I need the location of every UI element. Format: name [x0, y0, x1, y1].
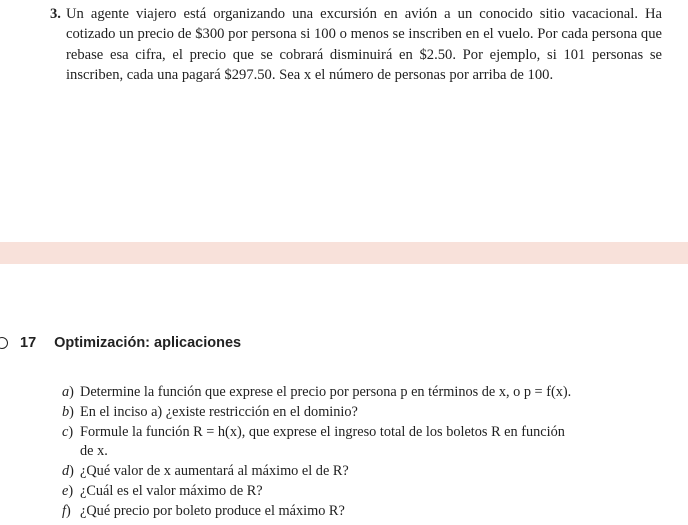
- problem-statement: [50, 4, 662, 86]
- question-letter: f: [62, 502, 66, 519]
- circle-marker-icon: [0, 337, 8, 349]
- question-text: Determine la función que exprese el precio por persona p en términos de x, o p = f(x).: [80, 384, 572, 400]
- problem-text: Un agente viajero está organizando una excursión en avión a un conocido sitio vacacional. Ha cotizado un precio de $300 por persona si 100 o menos se inscriben en el vuelo. Por cada persona que rebase esa cifra, el precio que se cobrará disminuirá en $2.50. Por ejemplo, si 101 personas se inscriben, cada una pagará $297.50. Sea x el número de personas por arriba de 100.: [66, 6, 662, 84]
- question-a: a) Determine la función que exprese el precio por persona p en términos de x, o p = f(x).: [62, 384, 572, 400]
- problem-number: 3.: [50, 6, 61, 22]
- question-letter: d: [62, 463, 70, 480]
- question-b: b) En el inciso a) ¿existe restricción en el dominio?: [62, 403, 358, 420]
- page-top: [0, 0, 688, 242]
- question-text: ¿Qué precio por boleto produce el máximo R?: [80, 502, 345, 519]
- question-list: [62, 383, 622, 522]
- question-letter: e: [62, 482, 69, 499]
- question-text: Formule la función R = h(x), que exprese el ingreso total de los boletos R en función: [80, 423, 565, 440]
- question-c: c) Formule la función R = h(x), que exprese el ingreso total de los boletos R en función de x.: [62, 423, 622, 463]
- question-f: f) ¿Qué precio por boleto produce el máximo R?: [62, 502, 345, 519]
- question-e: e) ¿Cuál es el valor máximo de R?: [62, 482, 263, 499]
- question-d: d) ¿Qué valor de x aumentará al máximo el de R?: [62, 463, 349, 480]
- page-divider-band: [0, 242, 688, 264]
- section-title: Optimización: aplicaciones: [54, 335, 242, 351]
- question-letter: b: [62, 403, 70, 420]
- section-number: 17: [20, 335, 37, 351]
- question-text: En el inciso a) ¿existe restricción en el dominio?: [80, 403, 358, 420]
- question-letter: a: [62, 384, 70, 400]
- question-text: ¿Qué valor de x aumentará al máximo el de R?: [80, 463, 349, 480]
- question-letter: c: [62, 423, 69, 440]
- question-text-continuation: de x.: [80, 443, 108, 460]
- section-header: [0, 335, 241, 351]
- question-text: ¿Cuál es el valor máximo de R?: [80, 482, 263, 499]
